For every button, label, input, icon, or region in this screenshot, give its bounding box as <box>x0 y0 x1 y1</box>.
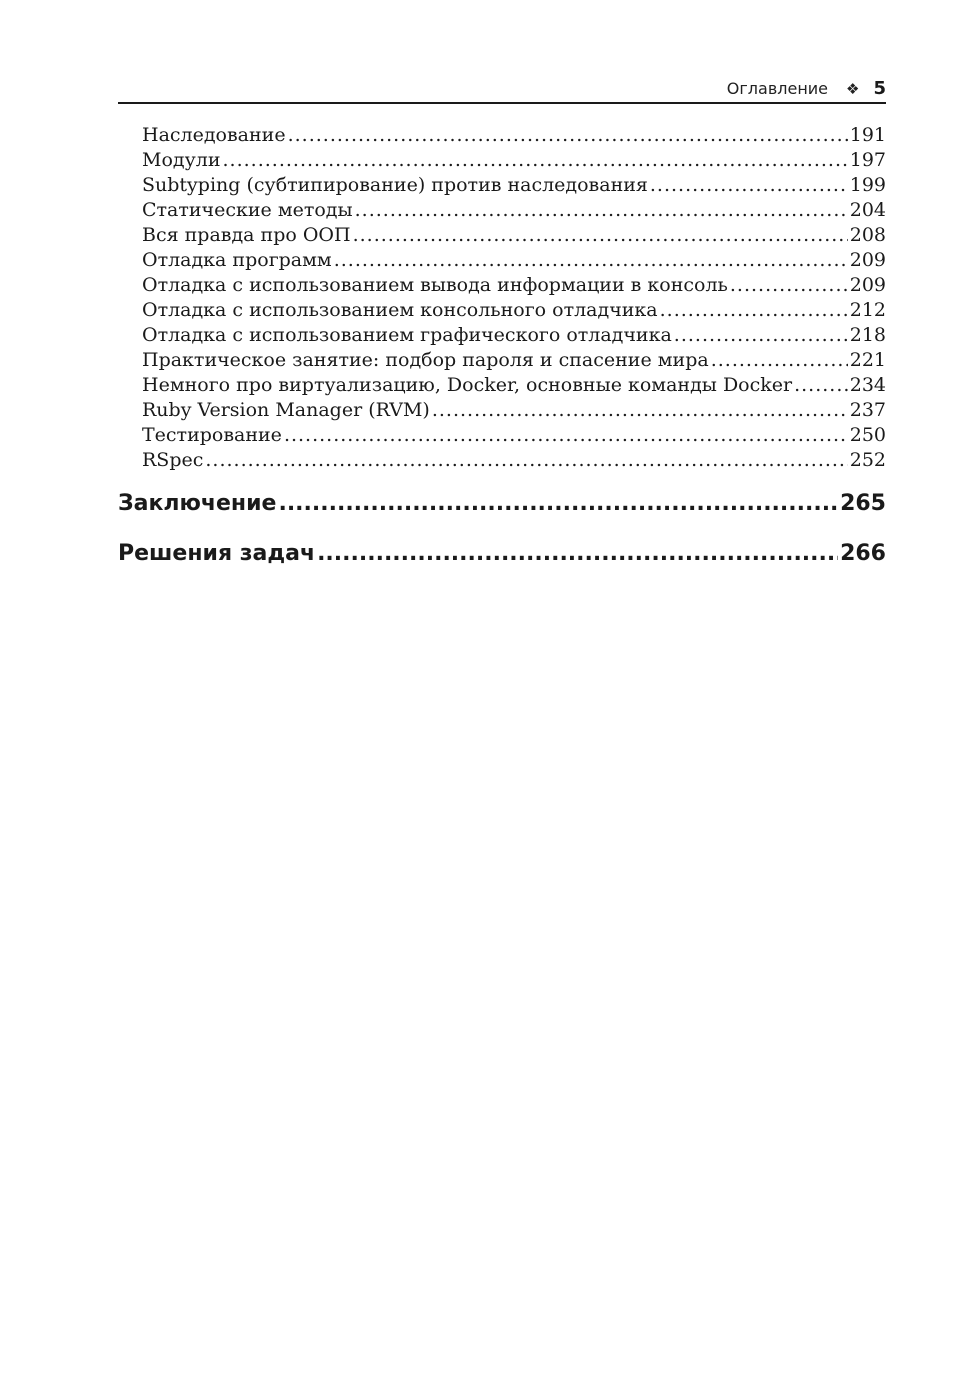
dot-leader <box>711 348 848 373</box>
toc-entry-page: 250 <box>849 424 886 446</box>
toc-entry-page: 199 <box>849 174 886 196</box>
toc-entry-title: Отладка программ <box>142 249 332 271</box>
toc-entry-page: 221 <box>849 349 886 371</box>
toc-entry-page: 191 <box>849 124 886 146</box>
dot-leader <box>278 488 838 520</box>
dot-leader <box>674 323 848 348</box>
toc-entry[interactable] <box>142 298 886 323</box>
toc-entry-title: Наследование <box>142 124 286 146</box>
toc-entry-page: 212 <box>849 299 886 321</box>
dot-leader <box>317 538 838 570</box>
toc-entry-title: Практическое занятие: подбор пароля и спасение мира <box>142 349 709 371</box>
toc-entry-page: 209 <box>849 274 886 296</box>
toc-entry-page: 237 <box>849 399 886 421</box>
toc-entry-page: 234 <box>849 374 886 396</box>
header-right <box>727 78 886 99</box>
dot-leader <box>432 398 848 423</box>
toc-chapter-conclusion[interactable] <box>118 488 886 538</box>
dot-leader <box>660 298 848 323</box>
toc-entry[interactable] <box>142 323 886 348</box>
toc-entry-title: Тестирование <box>142 424 282 446</box>
toc-entry-page: 208 <box>849 224 886 246</box>
dot-leader <box>288 123 848 148</box>
toc-entry[interactable] <box>142 173 886 198</box>
toc-entry-page: 218 <box>849 324 886 346</box>
toc-entry-title: Ruby Version Manager (RVM) <box>142 399 430 421</box>
running-header <box>118 76 886 104</box>
toc-entry[interactable] <box>142 423 886 448</box>
toc-entry-page: 204 <box>849 199 886 221</box>
toc-entry-page: 252 <box>849 449 886 471</box>
toc-chapter-title: Решения задач <box>118 541 316 566</box>
dot-leader <box>355 198 848 223</box>
toc-entry-title: Отладка с использованием консольного отладчика <box>142 299 658 321</box>
dot-leader <box>353 223 848 248</box>
toc-chapter-solutions[interactable] <box>118 538 886 588</box>
toc-entry[interactable] <box>142 223 886 248</box>
toc-entry-title: RSpec <box>142 449 204 471</box>
toc-entry-page: 209 <box>849 249 886 271</box>
toc-entry-title: Subtyping (субтипирование) против наследования <box>142 174 648 196</box>
toc-entry[interactable] <box>142 348 886 373</box>
dot-leader <box>650 173 848 198</box>
toc-chapter-list <box>118 488 886 588</box>
toc-entry-title: Статические методы <box>142 199 353 221</box>
toc-section-list <box>142 123 886 473</box>
toc-entry-title: Модули <box>142 149 221 171</box>
toc-entry[interactable] <box>142 448 886 473</box>
dot-leader <box>205 448 847 473</box>
toc-entry[interactable] <box>142 273 886 298</box>
toc-entry-title: Вся правда про ООП <box>142 224 351 246</box>
toc-entry-page: 197 <box>849 149 886 171</box>
toc-entry[interactable] <box>142 373 886 398</box>
toc-entry[interactable] <box>142 123 886 148</box>
toc-entry[interactable] <box>142 148 886 173</box>
toc-entry[interactable] <box>142 198 886 223</box>
toc-entry-title: Отладка с использованием графического отладчика <box>142 324 672 346</box>
running-header-title: Оглавление <box>726 79 829 98</box>
dot-leader <box>730 273 848 298</box>
toc-entry-title: Немного про виртуализацию, Docker, основные команды Docker <box>142 374 793 396</box>
toc-chapter-page: 266 <box>840 541 886 566</box>
dot-leader <box>284 423 848 448</box>
toc-chapter-title: Заключение <box>118 491 277 516</box>
page-number: 5 <box>873 78 886 99</box>
toc-entry[interactable] <box>142 248 886 273</box>
dot-leader <box>794 373 848 398</box>
toc-chapter-page: 265 <box>840 491 886 516</box>
toc-entry[interactable] <box>142 398 886 423</box>
dot-leader <box>223 148 848 173</box>
toc-entry-title: Отладка с использованием вывода информации в консоль <box>142 274 728 296</box>
diamond-ornament-icon: ❖ <box>846 80 860 98</box>
dot-leader <box>334 248 848 273</box>
